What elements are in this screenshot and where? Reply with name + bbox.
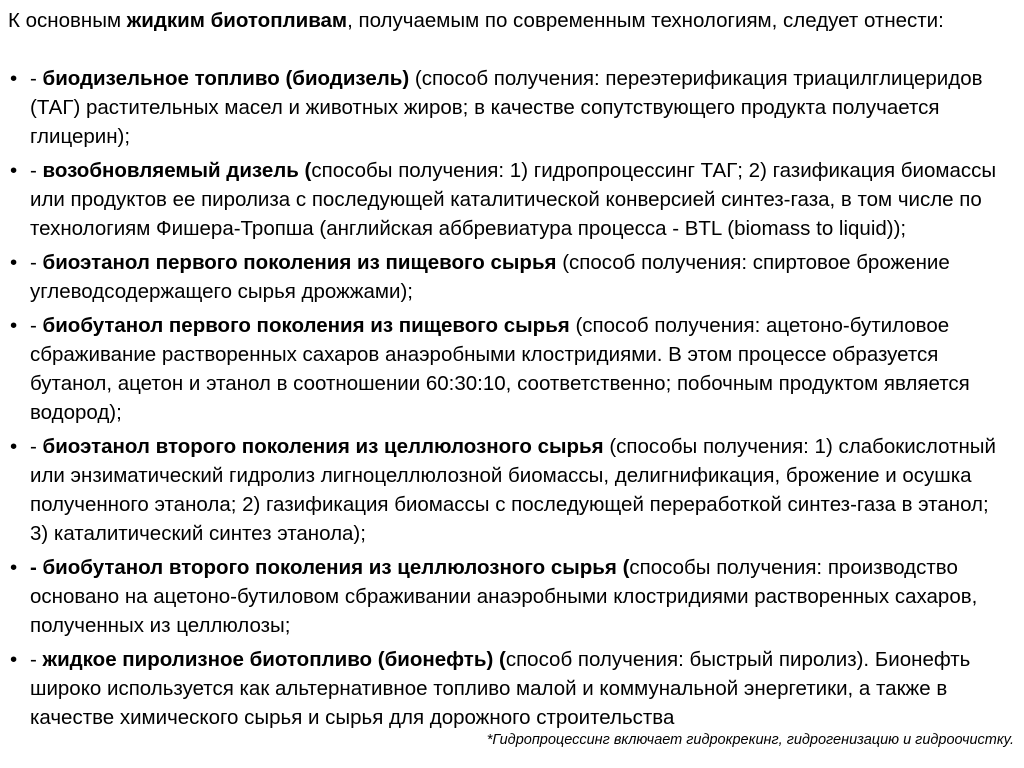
list-item-bioethanol-first-gen [0,248,1010,306]
item-description: способы получения: 1) гидропроцессинг ТАГ; 2) газификация биомассы или продуктов ее пиролиза с последующей каталитической конверсией синтез-газа, в том числе по технологиям Фишера-Тропша (английская аббревиатура процесса - BTL (biomass to liquid)); [30,159,997,240]
item-prefix: - [30,67,43,90]
item-description: (способы получения: 1) слабокислотный или энзиматический гидролиз лигноцеллюлозной биомассы, делигнификация, брожение и осушка полученного этанола; 2) газификация биомассы с последующей переработкой синтез-газа в этанол; 3) каталитический синтез этанола); [30,435,996,545]
intro-text-before: К основным [8,9,127,32]
list-item-biobutanol-first-gen [0,311,1010,427]
item-term: биобутанол первого поколения из пищевого сырья [42,314,570,337]
item-term: биоэтанол первого поколения из пищевого сырья [42,251,557,274]
list-item-biodiesel [0,64,1010,151]
bullet-icon: • [10,67,18,90]
item-description: (способ получения: переэтерификация триацилглицеридов (ТАГ) растительных масел и животных жиров; в качестве сопутствующего продукта получается глицерин); [30,67,983,148]
item-term: биодизельное топливо (биодизель) [42,67,410,90]
item-term: биоэтанол второго поколения из целлюлозного сырья [42,435,604,458]
item-prefix: - [30,314,43,337]
item-description: способы получения: производство основано на ацетоно-бутиловом сбраживании анаэробными клостридиями растворенных сахаров, полученных из целлюлозы; [30,556,978,637]
item-prefix: - [30,159,43,182]
bullet-icon: • [10,251,18,274]
item-prefix: - [30,251,43,274]
bullet-icon: • [10,314,18,337]
item-term: жидкое пиролизное биотопливо (бионефть) ( [42,648,506,671]
footnote: *Гидропроцессинг включает гидрокрекинг, гидрогенизацию и гидроочистку. [486,732,1014,748]
bullet-icon: • [10,159,18,182]
item-prefix: - [30,435,43,458]
item-description: (способ получения: ацетоно-бутиловое сбраживание растворенных сахаров анаэробными клостридиями. В этом процессе образуется бутанол, ацетон и этанол в соотношении 60:30:10, соответственно; побочным продуктом является водород); [30,314,970,424]
list-item-pyrolysis-biofuel [0,645,1010,732]
item-description: (способ получения: спиртовое брожение углеводсодержащего сырья дрожжами); [30,251,950,303]
intro-text-after: , получаемым по современным технологиям, следует отнести: [347,9,944,32]
item-term: возобновляемый дизель ( [42,159,312,182]
list-item-bioethanol-second-gen [0,432,1010,548]
fuel-list [0,64,1010,737]
item-description: способ получения: быстрый пиролиз). Бионефть широко используется как альтернативное топливо малой и коммунальной энергетики, а также в качестве химического сырья и сырья для дорожного строительства [30,648,971,729]
list-item-biobutanol-second-gen [0,553,1010,640]
item-prefix: - [30,648,43,671]
intro-bold-term: жидким биотопливам [126,9,348,32]
list-item-renewable-diesel [0,156,1010,243]
item-term: - биобутанол второго поколения из целлюлозного сырья ( [30,556,630,579]
bullet-icon: • [10,556,18,579]
intro-paragraph [8,6,1024,35]
bullet-icon: • [10,435,18,458]
bullet-icon: • [10,648,18,671]
